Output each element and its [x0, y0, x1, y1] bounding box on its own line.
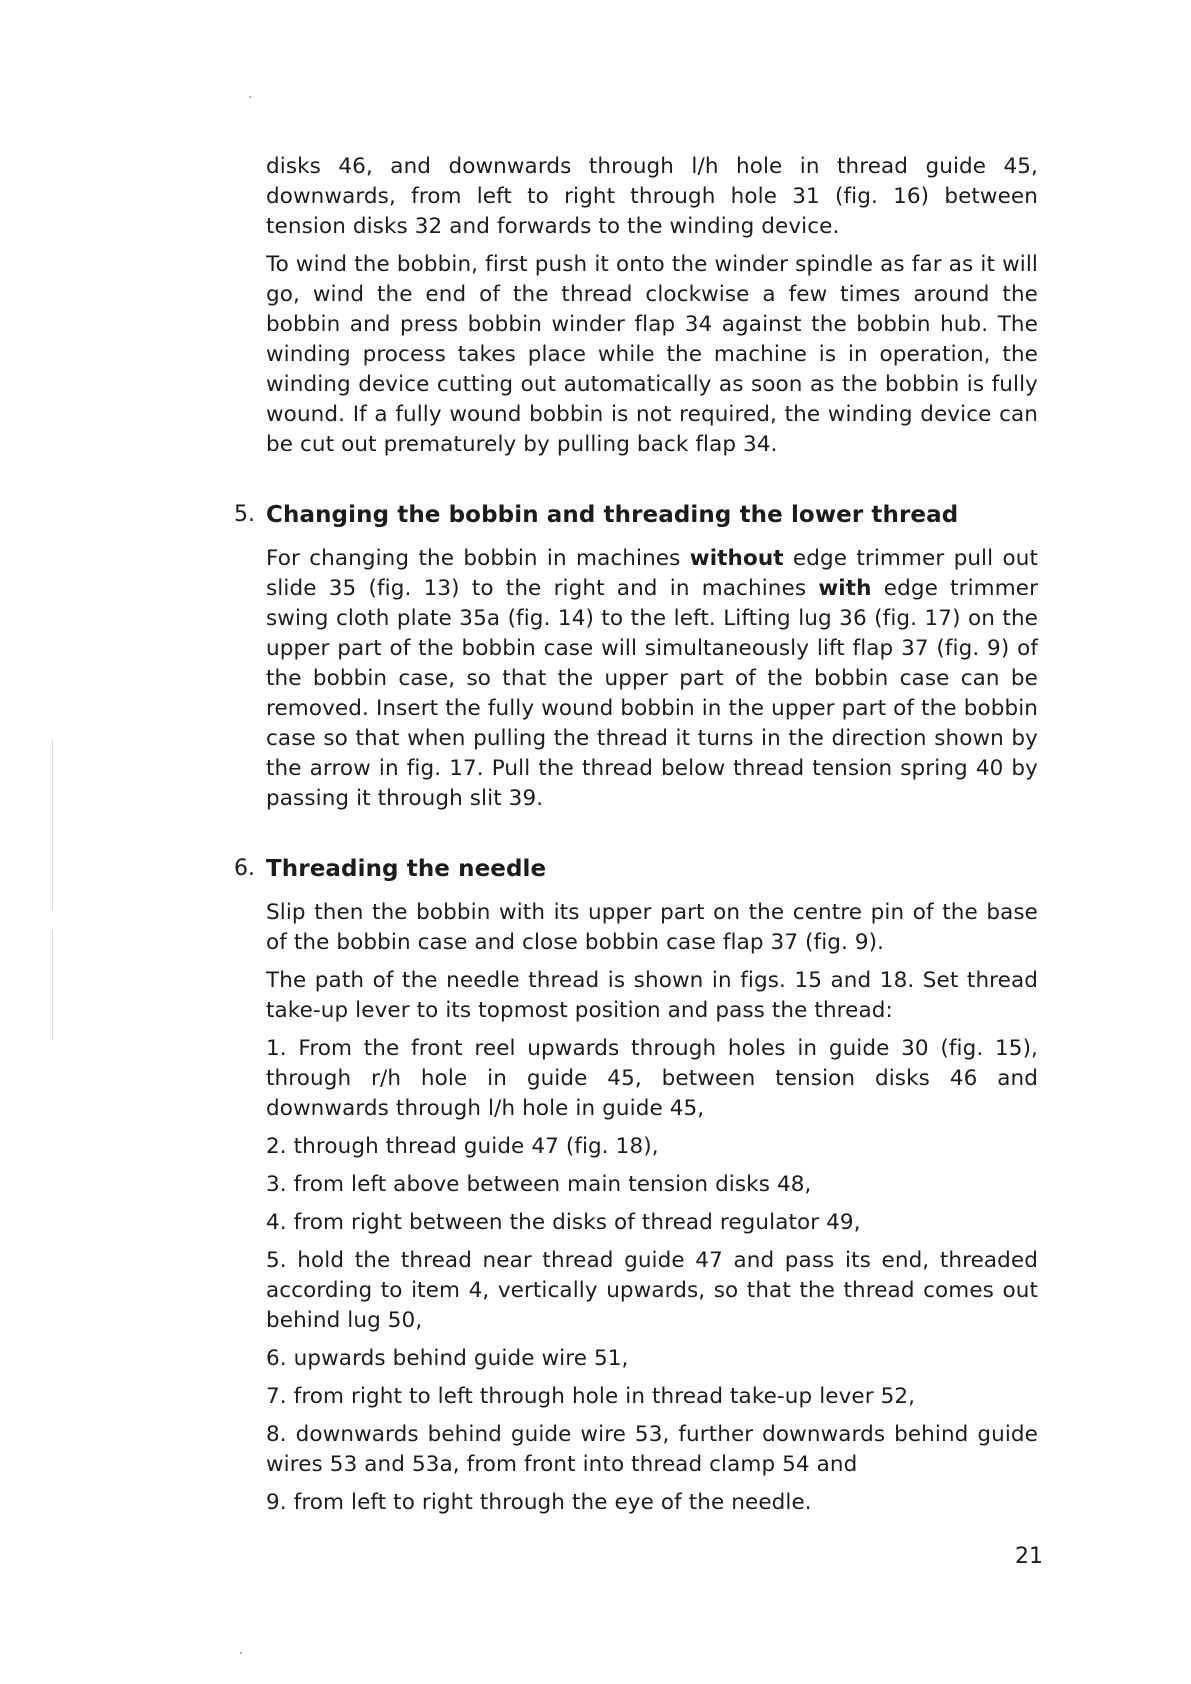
list-item: 7. from right to left through hole in thread take-up lever 52,: [266, 1384, 916, 1409]
list-item: 9. from left to right through the eye of the needle.: [266, 1490, 812, 1515]
page-content: [234, 152, 1039, 1526]
paragraph-winding-path: disks 46, and downwards through l/h hole in thread guide 45, downwards, from left to right through hole 31 (fig. 16) between tension disks 32 and forwards to the winding device.: [266, 154, 1038, 239]
text-run: edge trimmer swing cloth plate 35a (fig. 14) to the left. Lifting lug 36 (fig. 17) on the upper part of the bobbin case will simultaneously lift flap 37 (fig. 9) of the bobbin case, so that the upper part of the bobbin case can be removed. Insert the fully wound bobbin in the upper part of the bobbin case so that when pulling the thread it turns in the direction shown by the arrow in fig. 17. Pull the thread below thread tension spring 40 by passing it through slit 39.: [266, 576, 1039, 811]
section-6-heading: [234, 852, 1038, 886]
list-item: 5. hold the thread near thread guide 47 and pass its end, threaded according to item 4, vertically upwards, so that the thread comes out behind lug 50,: [266, 1248, 1038, 1333]
page-number: 21: [1015, 1544, 1043, 1569]
paragraph-slip-bobbin: Slip then the bobbin with its upper part on the centre pin of the base of the bobbin case and close bobbin case flap 37 (fig. 9).: [266, 900, 1038, 955]
paragraph-winding-bobbin: To wind the bobbin, first push it onto the winder spindle as far as it will go, wind the end of the thread clockwise a few times around the bobbin and press bobbin winder flap 34 against the bobbin hub. The winding process takes place while the machine is in operation, the winding device cutting out automatically as soon as the bobbin is fully wound. If a fully wound bobbin is not required, the winding device can be cut out prematurely by pulling back flap 34.: [266, 252, 1038, 457]
scan-margin-line: [52, 930, 53, 1040]
section-5-number: 5.: [234, 502, 255, 527]
section-5-heading: [234, 498, 1038, 532]
list-item: 6. upwards behind guide wire 51,: [266, 1346, 629, 1371]
scan-speck: [249, 96, 251, 98]
paragraph-needle-path: The path of the needle thread is shown in figs. 15 and 18. Set thread take-up lever to its topmost position and pass the thread:: [266, 968, 1038, 1023]
list-item: 4. from right between the disks of thread regulator 49,: [266, 1210, 861, 1235]
section-6-title: Threading the needle: [266, 856, 547, 882]
scan-speck: [240, 1652, 242, 1654]
list-item: 1. From the front reel upwards through holes in guide 30 (fig. 15), through r/h hole in guide 45, between tension disks 46 and downwards through l/h hole in guide 45,: [266, 1036, 1038, 1121]
emphasis-with: with: [818, 576, 872, 601]
list-item: 2. through thread guide 47 (fig. 18),: [266, 1134, 659, 1159]
text-run: For changing the bobbin in machines: [266, 546, 681, 571]
section-6-number: 6.: [234, 856, 255, 881]
list-item: 3. from left above between main tension disks 48,: [266, 1172, 812, 1197]
text-run: edge trimmer pull out slide 35 (fig. 13) to the right and in machines: [266, 546, 1039, 601]
emphasis-without: without: [689, 546, 784, 571]
list-item: 8. downwards behind guide wire 53, further downwards behind guide wires 53 and 53a, from front into thread clamp 54 and: [266, 1422, 1038, 1477]
scan-margin-line: [52, 740, 53, 910]
section-5-title: Changing the bobbin and threading the lower thread: [266, 502, 959, 528]
paragraph-changing-bobbin: [266, 544, 1038, 814]
